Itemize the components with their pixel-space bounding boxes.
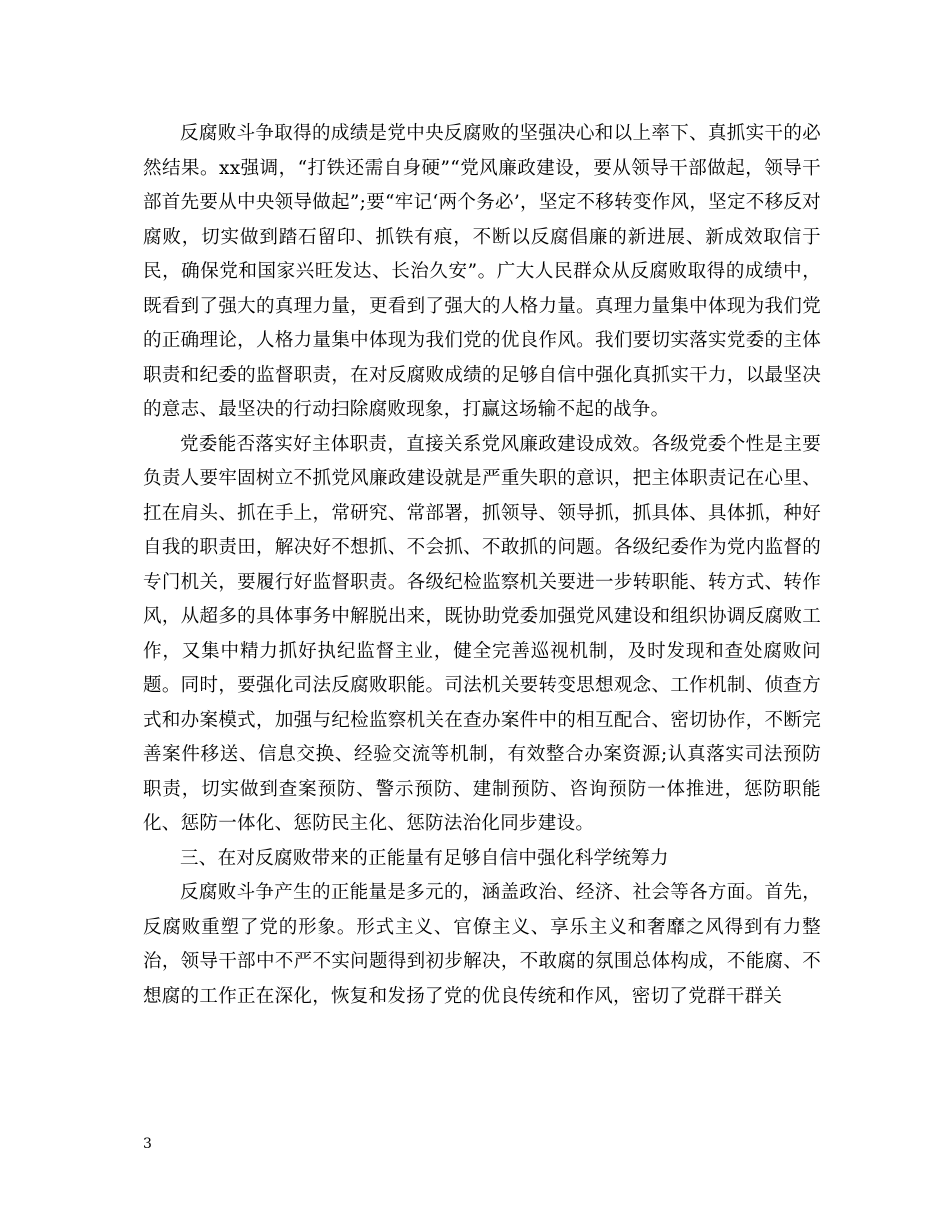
body-paragraph-1: 反腐败斗争取得的成绩是党中央反腐败的坚强决心和以上率下、真抓实干的必然结果。xx强调，“打铁还需自身硬”“党风廉政建设，要从领导干部做起，领导干部首先要从中央领导做起”;要“牢记‘两个务必’，坚定不移转变作风，坚定不移反对腐败，切实做到踏石留印、抓铁有痕，不断以反腐倡廉的新进展、新成效取信于民，确保党和国家兴旺发达、长治久安”。广大人民群众从反腐败取得的成绩中，既看到了强大的真理力量，更看到了强大的人格力量。真理力量集中体现为我们党的正确理论，人格力量集中体现为我们党的优良作风。我们要切实落实党委的主体职责和纪委的监督职责，在对反腐败成绩的足够自信中强化真抓实干力，以最坚决的意志、最坚决的行动扫除腐败现象，打赢这场输不起的战争。 xyxy=(143,123,821,420)
body-paragraph-3: 反腐败斗争产生的正能量是多元的，涵盖政治、经济、社会等各方面。首先，反腐败重塑了党的形象。形式主义、官僚主义、享乐主义和奢靡之风得到有力整治，领导干部中不严不实问题得到初步解决，不敢腐的氛围总体构成，不能腐、不想腐的工作正在深化，恢复和发扬了党的优良传统和作风，密切了党群干群关 xyxy=(143,882,821,1007)
document-body xyxy=(143,117,821,1014)
page-number: 3 xyxy=(143,1136,152,1152)
body-paragraph-2: 党委能否落实好主体职责，直接关系党风廉政建设成效。各级党委个性是主要负责人要牢固树立不抓党风廉政建设就是严重失职的意识，把主体职责记在心里、扛在肩头、抓在手上，常研究、常部署，抓领导、领导抓，抓具体、具体抓，种好自我的职责田，解决好不想抓、不会抓、不敢抓的问题。各级纪委作为党内监督的专门机关，要履行好监督职责。各级纪检监察机关要进一步转职能、转方式、转作风，从超多的具体事务中解脱出来，既协助党委加强党风建设和组织协调反腐败工作，又集中精力抓好执纪监督主业，健全完善巡视机制，及时发现和查处腐败问题。同时，要强化司法反腐败职能。司法机关要转变思想观念、工作机制、侦查方式和办案模式，加强与纪检监察机关在查办案件中的相互配合、密切协作，不断完善案件移送、信息交换、经验交流等机制，有效整合办案资源;认真落实司法预防职责，切实做到查案预防、警示预防、建制预防、咨询预防一体推进，惩防职能化、惩防一体化、惩防民主化、惩防法治化同步建设。 xyxy=(143,433,821,834)
section-heading: 三、在对反腐败带来的正能量有足够自信中强化科学统筹力 xyxy=(180,847,669,869)
